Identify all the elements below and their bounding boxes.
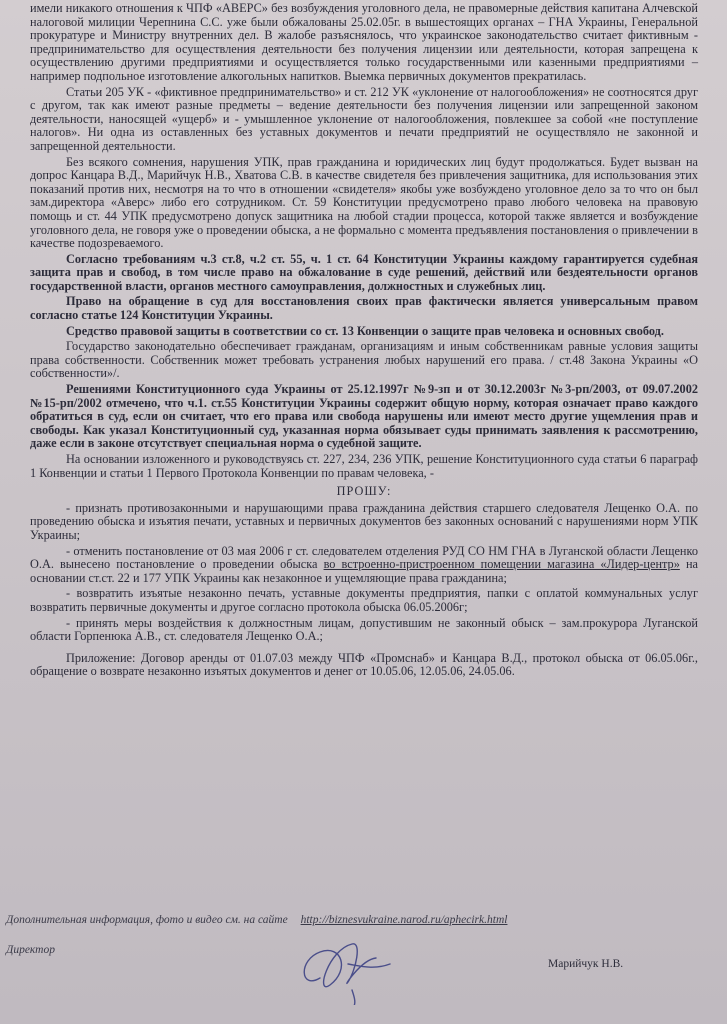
paragraph: Согласно требованиям ч.3 ст.8, ч.2 ст. 55, ч. 1 ст. 64 Конституции Украины каждому гарантируется судебная защита прав и свобод, в том числе право на обжалование в суде решений, действий или бездеятельности органов государственной власти, органов местного самоуправления, должностных и служебных лиц. — [30, 251, 698, 293]
request-heading: ПРОШУ: — [336, 484, 392, 499]
request-item: - признать противозаконными и нарушающими права гражданина действия старшего следователя Лещенко О.А. по проведению обыска и изъятия печати, уставных и первичных документов без законных оснований с нарушениями норм УПК Украины; — [30, 500, 698, 542]
request-item — [30, 545, 698, 586]
website-link[interactable]: http://biznesvukraine.narod.ru/aphecirk.html — [300, 914, 508, 926]
paragraph: Статьи 205 УК - «фиктивное предпринимательство» и ст. 212 УК «уклонение от налогообложения» не соотносятся друг с другом, так как имеют разные предметы – ведение деятельности без получения лицензии или запрещенной законом деятельности, наносящей «ущерб» и - умышленное уклонение от налогообложения, повлекшее за собой «не поступление налогов». Ни одна из оставленных без уставных документов и печати предприятий не осуществляло не законной и запрещенной деятельности. — [30, 84, 698, 153]
paragraph: Без всякого сомнения, нарушения УПК, прав гражданина и юридических лиц будут продолжаться. Будет вызван на допрос Канцара В.Д., Марийчук Н.В., Хватова С.В. в качестве свидетеля без привлечения защитника, для использования этих показаний против них, несмотря на то что в отношении «свидетеля» якобы уже возбуждено уголовное дело за то что он был зам.директора «Аверс» либо его сотрудником. Ст. 59 Конституции предусмотрено право любого человека на правовую помощь и ст. 44 УПК предусмотрено допуск защитника на любой стадии процесса, которой также является и возбуждение уголовного дела, не говоря уже о проведении обыска, а не формально с момента предъявления постановления о привлечении в качестве подозреваемого. — [30, 154, 698, 251]
request-text: - отменить постановление от 03 мая 2006 г ст. следователем отделения РУД СО НМ ГНА в Луганской области Лещенко О.А. вынесено постановление о проведении обыска — [30, 543, 698, 572]
signature-icon — [290, 930, 400, 1005]
request-text: на основании ст.ст. 22 и 177 УПК Украины как незаконное и ущемляющие права гражданина; — [30, 557, 698, 585]
paragraph: Государство законодательно обеспечивает гражданам, организациям и иным собственникам равные условия защиты права собственности. Собственник может требовать устранения любых нарушений его права. / ст.48 Закона Украины «О собственности»/. — [30, 339, 698, 381]
request-item: - возвратить изъятые незаконно печать, уставные документы предприятия, папки с оплатой коммунальных услуг возвратить первичные документы и другое согласно протокола обыска 06.05.2006г; — [30, 586, 698, 614]
underlined-location: во встроенно-пристроенном помещении магазина «Лидер-центр» — [323, 557, 680, 572]
request-item: - принять меры воздействия к должностным лицам, допустившим не законный обыск – зам.прокурора Луганской области Горпенюка А.В., ст. следователя Лещенко О.А.; — [30, 615, 698, 644]
paragraph: Средство правовой защиты в соответствии со ст. 13 Конвенции о защите прав человека и основных свобод. — [66, 323, 664, 338]
paragraph: Решениями Конституционного суда Украины от 25.12.1997г №9-зп и от 30.12.2003г №3-рп/2003, от 09.07.2002 №15-рп/2002 отмечено, что ч.1. ст.55 Конституции Украины содержит общую норму, которая означает право каждого обратиться в суд, если он считает, что его права или свобода нарушены или имеют место другие ущемления прав и свободы. Как указал Конституционный суд, указанная норма обязывает суды принимать заявления к рассмотрению, даже если в законе отсутствует специальная норма о судебной защите. — [30, 382, 698, 451]
paragraph: имели никакого отношения к ЧПФ «АВЕРС» без возбуждения уголовного дела, не правомерные действия капитана Алчевской налоговой милиции Черепнина С.С. уже были обжалованы 25.02.05г. в вышестоящих органах – ГНА Украины, Генеральной прокуратуре и Министру внутренних дел. В жалобе разъяснялось, что украинское законодательство считает фиктивным - предпринимательство для осуществления деятельности без получения лицензии или деятельности, которая запрещена к осуществлению другими предприятиями и осуществляется только государственными или казенными предприятиями – например подпольное изготовление алкогольных напитков. Выемка первичных документов прекратилась. — [30, 1, 698, 83]
additional-info-line — [6, 914, 706, 926]
attachment-note: Приложение: Договор аренды от 01.07.03 между ЧПФ «Промснаб» и Канцара В.Д., протокол обыска от 06.05.06г., обращение о возврате незаконно изъятых документов и денег от 10.05.06, 12.05.06, 24.05.06. — [30, 650, 698, 679]
document-body — [30, 2, 698, 681]
signer-name: Марийчук Н.В. — [548, 958, 624, 970]
additional-info-text: Дополнительная информация, фото и видео см. на сайте — [6, 914, 288, 926]
paragraph: На основании изложенного и руководствуясь ст. 227, 234, 236 УПК, решение Конституционного суда статьи 6 параграф 1 Конвенции и статьи 1 Первого Протокола Конвенции по правам человека, - — [30, 452, 698, 480]
paragraph: Право на обращение в суд для восстановления своих прав фактически является универсальным правом согласно статье 124 Конституции Украины. — [30, 294, 698, 323]
director-label: Директор — [6, 944, 55, 956]
